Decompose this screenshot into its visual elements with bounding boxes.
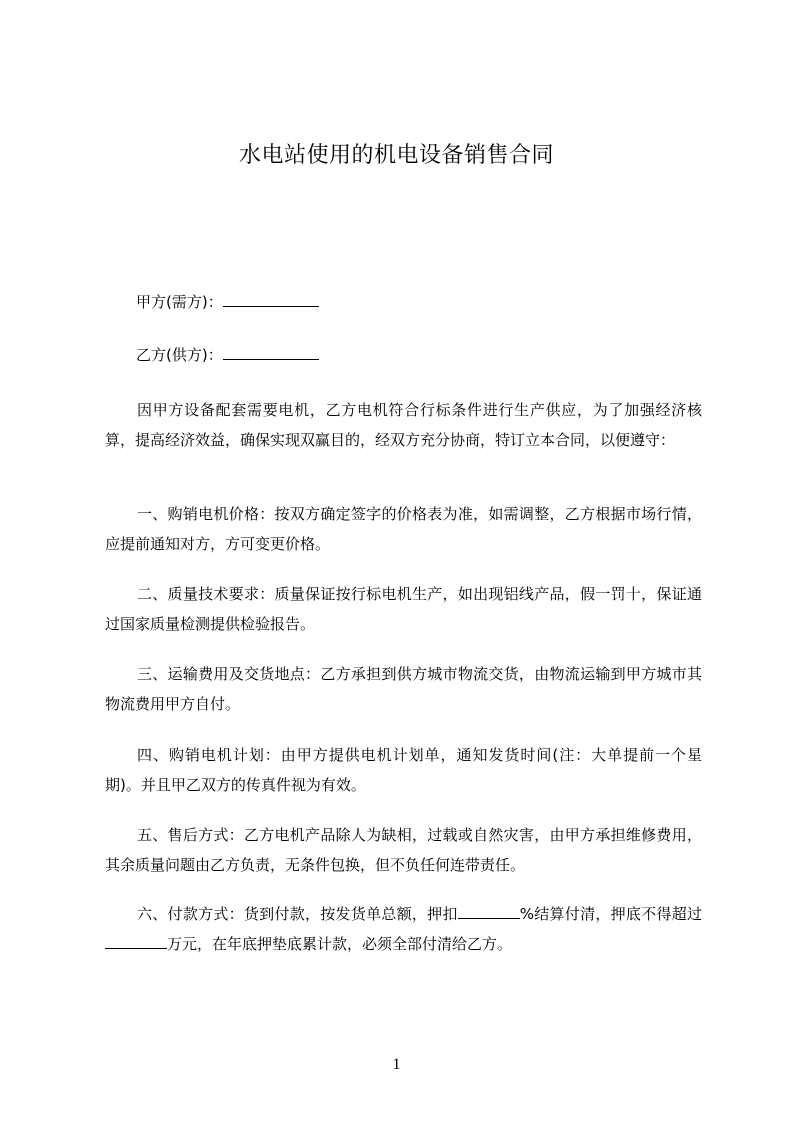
page-number: 1 (392, 1056, 401, 1073)
clause-6-text-2: %结算付清，押底不得超过 (519, 905, 702, 923)
clause-2-paragraph: 二、质量技术要求：质量保证按行标电机生产，如出现铝线产品，假一罚十，保证通过国家质量检测提供检验报告。 (105, 585, 702, 633)
max-amount-blank (105, 934, 167, 949)
clause-3-paragraph: 三、运输费用及交货地点：乙方承担到供方城市物流交货，由物流运输到甲方城市其物流费用甲方自付。 (105, 665, 702, 713)
clause-5-paragraph: 五、售后方式：乙方电机产品除人为缺相，过载或自然灾害，由甲方承担维修费用，其余质量问题由乙方负责，无条件包换，但不负任何连带责任。 (105, 826, 702, 874)
party-b-blank (223, 345, 319, 360)
clause-6-text-1: 六、付款方式：货到付款，按发货单总额，押扣 (137, 905, 458, 923)
clause-4-paragraph: 四、购销电机计划：由甲方提供电机计划单，通知发货时间(注：大单提前一个星期)。并且甲乙双方的传真件视为有效。 (105, 746, 702, 794)
party-a-label: 甲方(需方)： (136, 293, 223, 311)
deduction-percent-blank (458, 904, 520, 919)
party-b-label: 乙方(供方)： (136, 346, 223, 364)
party-a-blank (223, 292, 319, 307)
intro-paragraph: 因甲方设备配套需要电机，乙方电机符合行标条件进行生产供应，为了加强经济核算，提高经济效益，确保实现双赢目的，经双方充分协商，特订立本合同，以便遵守： (105, 401, 702, 449)
document-title: 水电站使用的机电设备销售合同 (238, 143, 554, 168)
clause-6-text-3: 万元，在年底押垫底累计款，必须全部付清给乙方。 (167, 935, 513, 953)
clause-1-paragraph: 一、购销电机价格：按双方确定签字的价格表为准，如需调整，乙方根据市场行情，应提前通知对方，方可变更价格。 (105, 505, 702, 553)
party-b-line (136, 344, 319, 366)
party-a-line (136, 291, 319, 313)
clause-6-paragraph (105, 899, 702, 959)
